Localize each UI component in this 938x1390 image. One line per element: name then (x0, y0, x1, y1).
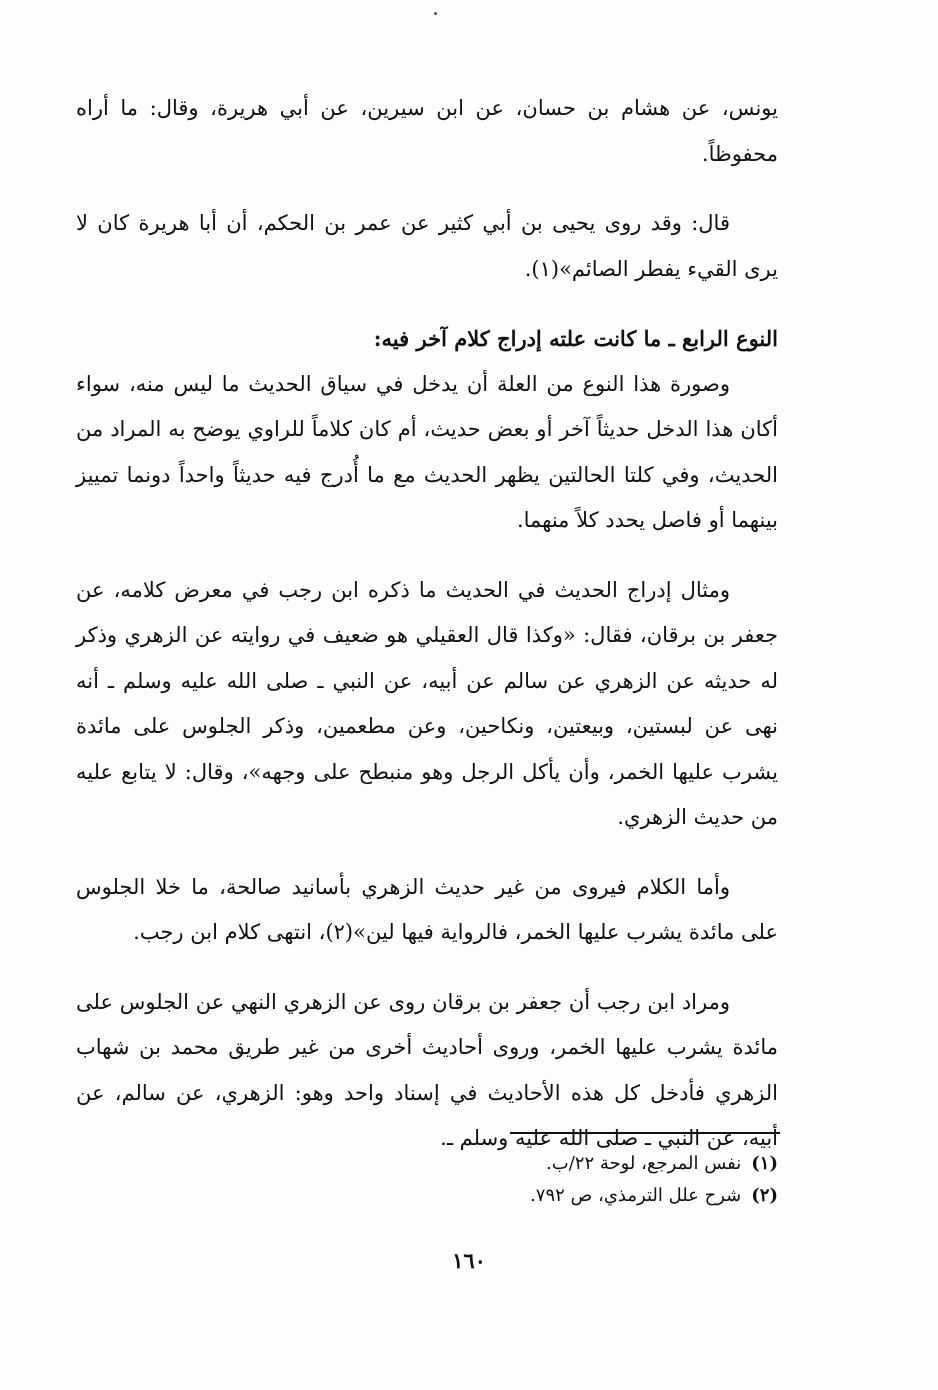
footnote-text: نفس المرجع، لوحة ٢٢/ب. (546, 1153, 742, 1174)
footnote-number: (٢) (751, 1185, 778, 1206)
footnote-divider (510, 1132, 780, 1134)
footnote-text: شرح علل الترمذي، ص ٧٩٢. (530, 1185, 742, 1206)
footnote-item (200, 1180, 778, 1212)
main-text (76, 86, 778, 1162)
footnote-number: (١) (751, 1153, 778, 1174)
paragraph-narration: قال: وقد روى يحيى بن أبي كثير عن عمر بن الحكم، أن أبا هريرة كان لا يرى القيء يفطر الصائم»(١). (76, 211, 778, 281)
footnotes (200, 1148, 778, 1212)
section-heading: النوع الرابع ـ ما كانت علته إدراج كلام آخر فيه: (373, 326, 778, 351)
footnote-item (200, 1148, 778, 1180)
paragraph-example: ومثال إدراج الحديث في الحديث ما ذكره ابن رجب في معرض كلامه، عن جعفر بن برقان، فقال: «وكذا قال العقيلي هو ضعيف في روايته عن الزهري وذكر له حديثه عن الزهري عن سالم عن أبيه، عن النبي ـ صلى الله عليه وسلم ـ أنه نهى عن لبستين، وبيعتين، ونكاحين، وعن مطعمين، وذكر الجلوس على مائدة يشرب عليها الخمر، وأن يأكل الرجل وهو منبطح على وجهه»، وقال: لا يتابع عليه من حديث الزهري. (76, 577, 778, 829)
page-number: ١٦٠ (452, 1248, 486, 1273)
paragraph-explanation: ومراد ابن رجب أن جعفر بن برقان روى عن الزهري النهي عن الجلوس على مائدة يشرب عليها الخمر، وروى أحاديث أخرى من غير طريق محمد بن شهاب الزهري فأدخل كل هذه الأحاديث في إسناد واحد وهو: الزهري، عن سالم، عن أبيه، عن النبي ـ صلى الله عليه وسلم ـ. (76, 989, 778, 1150)
paragraph-continuation: يونس، عن هشام بن حسان، عن ابن سيرين، عن أبي هريرة، وقال: ما أراه محفوظاً. (76, 96, 778, 166)
paragraph-quote-end: وأما الكلام فيروى من غير حديث الزهري بأسانيد صالحة، ما خلا الجلوس على مائدة يشرب عليها الخمر، فالرواية فيها لين»(٢)، انتهى كلام ابن رجب. (76, 874, 778, 944)
paragraph-definition: وصورة هذا النوع من العلة أن يدخل في سياق الحديث ما ليس منه، سواء أكان هذا الدخل حديثاً آخر أو بعض حديث، أم كان كلاماً للراوي يوضح به المراد من الحديث، وفي كلتا الحالتين يظهر الحديث مع ما أُدرج فيه حديثاً واحداً دونما تمييز بينهما أو فاصل يحدد كلاً منهما. (76, 371, 778, 532)
scan-speck (434, 12, 437, 15)
